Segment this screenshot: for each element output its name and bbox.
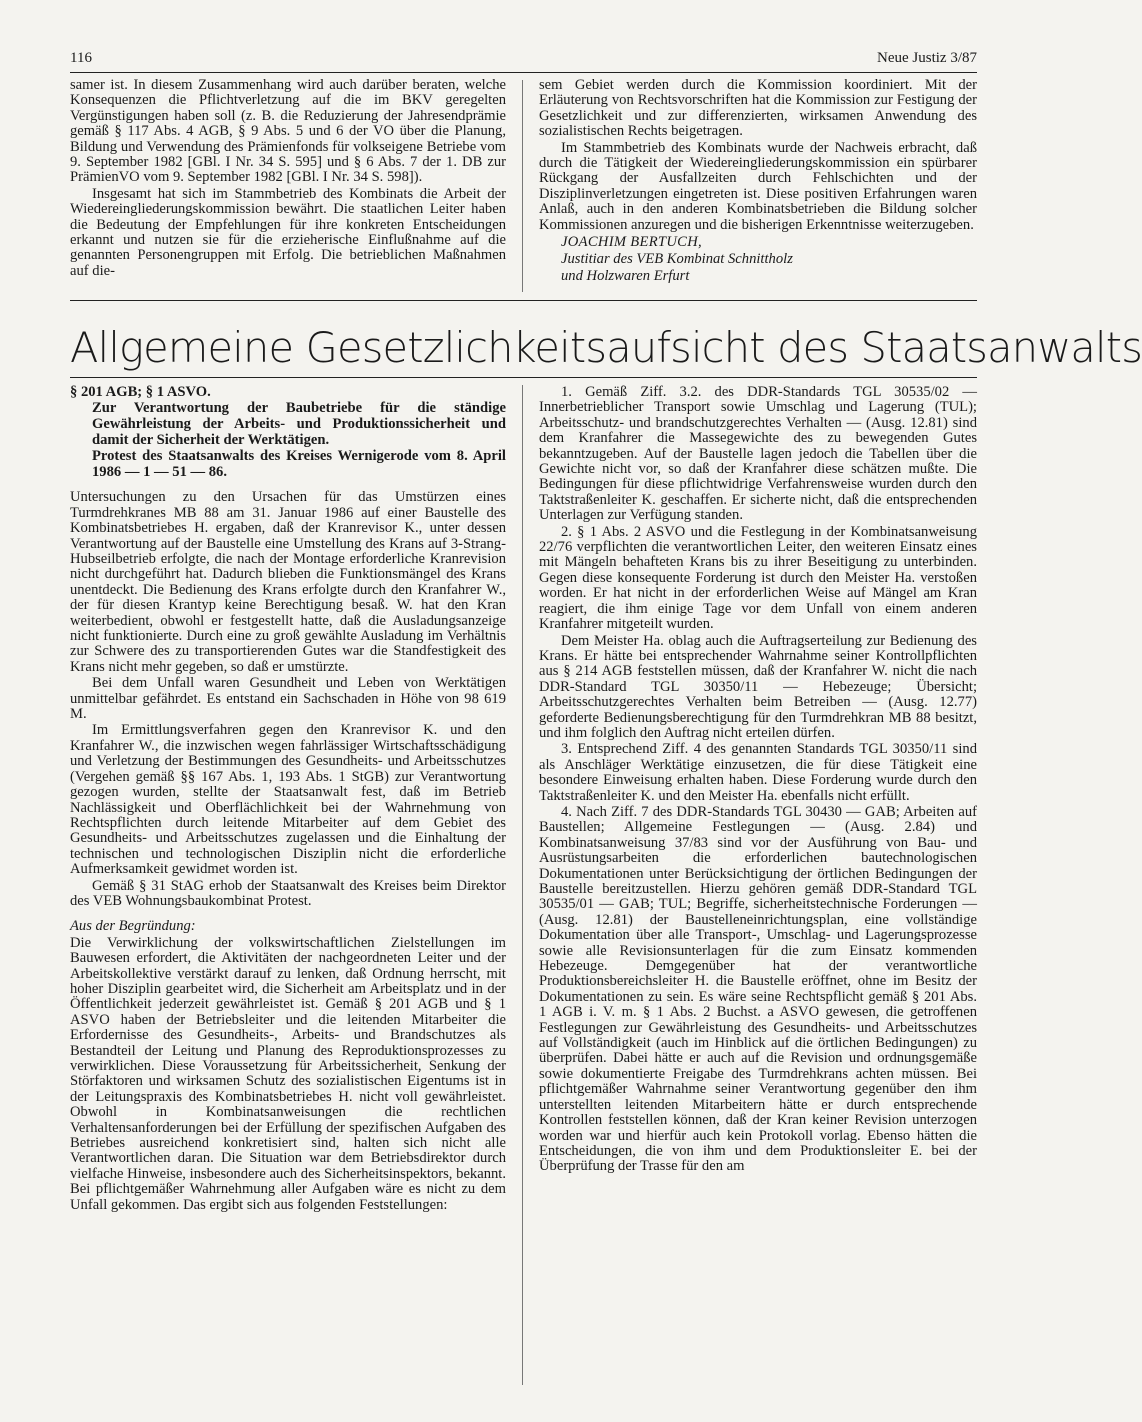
author-title: Justitiar des VEB Kombinat Schnittholz bbox=[561, 251, 793, 268]
paragraph: 3. Entsprechend Ziff. 4 des genannten Standards TGL 30350/11 sind als Anschläger Werktätige einzusetzen, die für diese Tätigkeit eine besondere Einweisung erhalten haben. Diese Forderung wurde durch den Taktstraßenleiter K. und den Meister Ha. ebenfalls nicht erfüllt. bbox=[539, 741, 977, 804]
column-divider bbox=[522, 80, 523, 292]
section-rule-top bbox=[70, 300, 977, 301]
reasoning-paragraph: Die Verwirklichung der volkswirtschaftlichen Zielstellungen im Bauwesen erfordert, die Aktivitäten der nachgeordneten Leiter und der Arbeitskollektive verstärkt darauf zu lenken, daß Ordnung herrscht, mit hoher Disziplin gearbeitet wird, die Sicherheit am Arbeitsplatz und in der Öffentlichkeit jederzeit gewährleistet ist. Gemäß § 201 AGB und § 1 ASVO haben der Betriebsleiter und die leitenden Mitarbeiter die Erfordernisse des Gesundheits-, Arbeits- und Brandschutzes als Bestandteil der Leitung und Planung des Reproduktionsprozesses zu verwirklichen. Diese Voraussetzung für Arbeitssicherheit, Senkung der Störfaktoren und wirksamen Schutz des sozialistischen Eigentums ist in der Leitungspraxis des Kombinatsbetriebes H. nicht voll gewährleistet. Obwohl in Kombinatsanweisungen die rechtlichen Verhaltensanforderungen bei der Erfüllung der spezifischen Aufgaben des Betriebes ausreichend konkretisiert sind, halten sich nicht alle Verantwortlichen daran. Die Situation war dem Betriebsdirektor durch vielfache Hinweise, insbesondere auch des Sicherheitsinspektors, bekannt. Bei pflichtgemäßer Wahrnehmung aller Aufgaben wäre es nicht zu dem Unfall gekommen. Das ergibt sich aus folgenden Feststellungen: bbox=[70, 934, 506, 1213]
top-left-column bbox=[70, 78, 506, 279]
paragraph: 1. Gemäß Ziff. 3.2. des DDR-Standards TGL 30535/02 — Innerbetrieblicher Transport sowie Umschlag und Lagerung (TUL); Arbeitsschutz- und brandschutzgerechtes Verhalten — (Ausg. 12.81) sind dem Kranfahrer die Massegewichte des zu bewegenden Gutes bekanntzugeben. Auf der Baustelle lagen jedoch die Tabellen über die Gewichte nicht vor, so daß der Kranfahrer diese schätzen mußte. Die Bedingungen für diese pflichtwidrige Verfahrensweise wurden durch den Taktstraßenleiter K. geschaffen. Er sicherte nicht, daß die entsprechenden Unterlagen zur Verfügung standen. bbox=[539, 384, 977, 524]
protest-reference: Protest des Staatsanwalts des Kreises Wernigerode vom 8. April 1986 — 1 — 51 — 86. bbox=[92, 448, 506, 480]
paragraph: Insgesamt hat sich im Stammbetrieb des Kombinats die Arbeit der Wiedereingliederungskommission bewährt. Die staatlichen Leiter haben die Bedeutung der Empfehlungen für ihre konkreten Entscheidungen erkannt und nutzen sie für die erzieherische Einflußnahme auf die genannten Personengruppen mit Erfolg. Die betrieblichen Maßnahmen auf die- bbox=[70, 185, 506, 279]
paragraph: Dem Meister Ha. oblag auch die Auftragserteilung zur Bedienung des Krans. Er hätte bei entsprechender Wahrnahme seiner Kontrollpflichten aus § 214 AGB feststellen müssen, daß der Kranfahrer W. nicht die nach DDR-Standard TGL 30350/11 — Hebezeuge; Übersicht; Arbeitsschutzgerechtes Verhalten beim Betreiben — (Ausg. 12.77) geforderte Bedienungsberechtigung für den Turmdrehkran MB 88 besitzt, und ihm folglich den Auftrag nicht erteilen dürfen. bbox=[539, 632, 977, 741]
bottom-right-column bbox=[539, 385, 977, 1175]
journal-issue: Neue Justiz 3/87 bbox=[877, 50, 977, 66]
paragraph: Im Stammbetrieb des Kombinats wurde der Nachweis erbracht, daß durch die Tätigkeit der Wiedereingliederungskommission ein spürbarer Rückgang der Ausfallzeiten durch Fehlschichten und der Disziplinverletzungen eingetreten ist. Diese positiven Erfahrungen waren Anlaß, auch in den anderen Kombinatsbetrieben die Bildung solcher Kommissionen anzuregen und die bisherigen Erkenntnisse weiterzugeben. bbox=[539, 139, 977, 233]
page-header bbox=[70, 50, 977, 73]
column-divider bbox=[522, 385, 523, 1385]
paragraph: sem Gebiet werden durch die Kommission koordiniert. Mit der Erläuterung von Rechtsvorschriften hat die Kommission zur Festigung der Gesetzlichkeit und zur differenzierten, wirksamen Anwendung des sozialistischen Rechts beigetragen. bbox=[539, 77, 977, 140]
headnote: Zur Verantwortung der Baubetriebe für die ständige Gewährleistung der Arbeits- und Produktionssicherheit und damit der Sicherheit der Werktätigen. bbox=[92, 400, 506, 448]
reasoning-heading: Aus der Begründung: bbox=[70, 918, 196, 935]
paragraph: Untersuchungen zu den Ursachen für das Umstürzen eines Turmdrehkranes MB 88 am 31. Januar 1986 auf einer Baustelle des Kombinatsbetriebes H. ergaben, daß der Kranrevisor K., unter dessen Verantwortung auf der Baustelle eine Umstellung des Krans auf 3-Strang-Hubseilbetrieb erfolgte, die nach der Montage erforderliche Kranrevision nicht durchgeführt hat. Dadurch blieben die Funktionsmängel des Krans unentdeckt. Die Bedienung des Krans erfolgte durch den Kranfahrer W., der für diesen Krantyp keine Berechtigung besaß. W. hat den Kran weiterbedient, obwohl er festgestellt hatte, daß die Ausladungsanzeige nicht funktionierte. Durch eine zu groß gewählte Ausladung im Verhältnis zur Schwere des zu transportierenden Gutes war die Standfestigkeit des Krans nicht mehr gegeben, so daß er umstürzte. bbox=[70, 489, 506, 675]
paragraph: samer ist. In diesem Zusammenhang wird auch darüber beraten, welche Konsequenzen die Pflichtverletzung auf die im BKV geregelten Vergünstigungen haben soll (z. B. die Reduzierung der Jahresendprämie gemäß § 117 Abs. 4 AGB, § 9 Abs. 5 und 6 der VO über die Planung, Bildung und Verwendung des Prämienfonds für volkseigene Betriebe vom 9. September 1982 [GBl. I Nr. 34 S. 595] und § 6 Abs. 7 der 1. DB zur PrämienVO vom 9. September 1982 [GBl. I Nr. 34 S. 598]). bbox=[70, 77, 506, 186]
paragraph: Bei dem Unfall waren Gesundheit und Leben von Werktätigen unmittelbar gefährdet. Es entstand ein Sachschaden in Höhe von 98 619 M. bbox=[70, 675, 506, 723]
section-rule-bottom bbox=[70, 377, 977, 378]
legal-reference: § 201 AGB; § 1 ASVO. bbox=[70, 384, 211, 400]
paragraph: Im Ermittlungsverfahren gegen den Kranrevisor K. und den Kranfahrer W., die inzwischen wegen fahrlässiger Wirtschaftsschädigung und Verletzung der Bestimmungen des Gesundheits- und Arbeitsschutzes (Vergehen gemäß §§ 167 Abs. 1, 193 Abs. 1 StGB) zur Verantwortung gezogen wurden, stellte der Staatsanwalt fest, daß im Betrieb Nachlässigkeit und Oberflächlichkeit bei der Wahrnehmung von Rechtspflichten durch leitende Mitarbeiter auf dem Gebiet des Gesundheits- und Arbeitsschutzes zugelassen und die Einhaltung der technischen und technologischen Disziplin nicht die erforderliche Aufmerksamkeit gewidmet worden ist. bbox=[70, 722, 506, 878]
bottom-left-column bbox=[70, 385, 506, 1213]
section-title: Allgemeine Gesetzlichkeitsaufsicht des Staatsanwalts bbox=[70, 323, 1142, 372]
author-affiliation: und Holzwaren Erfurt bbox=[561, 268, 690, 285]
top-right-column bbox=[539, 78, 977, 284]
paragraph: 4. Nach Ziff. 7 des DDR-Standards TGL 30430 — GAB; Arbeiten auf Baustellen; Allgemeine Festlegungen — (Ausg. 2.84) und Kombinatsanweisung 37/83 sind vor der Ausführung von Bau- und Ausrüstungsarbeiten die erforderlichen bautechnologischen Dokumentationen unter Berücksichtigung der örtlichen Bedingungen der Baustelle bereitzustellen. Hierzu gehören gemäß DDR-Standard TGL 30535/01 — GAB; TUL; Begriffe, sicherheitstechnische Forderungen — (Ausg. 12.81) der Baustelleneinrichtungsplan, eine vollständige Dokumentation über alle Transport-, Umschlag- und Lagerungsprozesse sowie alle Revisionsunterlagen für die zum Einsatz kommenden Hebezeuge. Demgegenüber hat der verantwortliche Produktionsbereichsleiter H. die Baustelle eröffnet, ohne im Besitz der Dokumentationen zu sein. Es wäre seine Rechtspflicht gemäß § 201 Abs. 1 AGB i. V. m. § 1 Abs. 2 Buchst. a ASVO gewesen, die getroffenen Festlegungen zur Gewährleistung des Gesundheits- und Arbeitsschutzes auf Vollständigkeit (auch im Hinblick auf die örtlichen Bedingungen) zu überprüfen. Dabei hätte er auch auf die Revision und ordnungsgemäße sowie dokumentierte Freigabe des Turmdrehkrans achten müssen. Bei pflichtgemäßer Wahrnahme seiner Verantwortung gegenüber den ihm unterstellten leitenden Mitarbeitern hätte er durch entsprechende Kontrollen feststellen können, daß der Kran keiner Revision unterzogen worden war und hierfür auch kein Protokoll vorlag. Ebenso hätten die Entscheidungen, die von ihm und dem Produktionsleiter E. bei der Überprüfung der Trasse für den am bbox=[539, 803, 977, 1175]
paragraph: 2. § 1 Abs. 2 ASVO und die Festlegung in der Kombinatsanweisung 22/76 verpflichten die verantwortlichen Leiter, den weiteren Einsatz eines mit Mängeln behafteten Krans bis zu ihrer Beseitigung zu unterbinden. Gegen diese konsequente Forderung ist durch den Meister Ha. verstoßen worden. Er hat nicht in der erforderlichen Weise auf Mängel am Kran reagiert, die ihm einige Tage vor dem Unfall von einem anderen Kranfahrer mitgeteilt wurden. bbox=[539, 523, 977, 633]
paragraph: Gemäß § 31 StAG erhob der Staatsanwalt des Kreises beim Direktor des VEB Wohnungsbaukombinat Protest. bbox=[70, 877, 506, 909]
page-number: 116 bbox=[70, 50, 92, 66]
author-name: JOACHIM BERTUCH, bbox=[561, 234, 702, 251]
